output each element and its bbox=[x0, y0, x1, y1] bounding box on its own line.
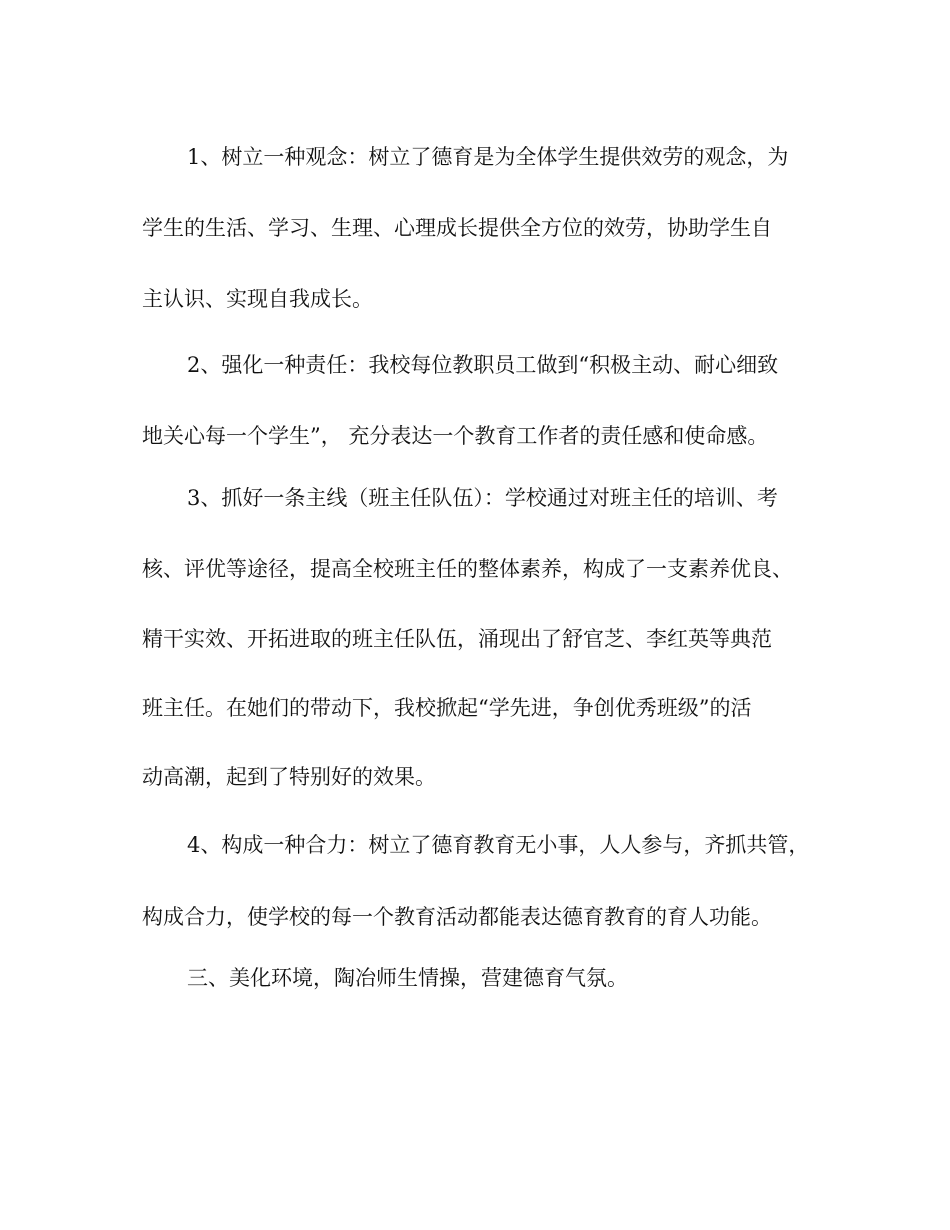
paragraph-3-line-4: 班主任。在她们的带动下，我校掀起“学先进，争创优秀班级”的活 bbox=[142, 696, 752, 720]
paragraph-3-line-2: 核、评优等途径，提高全校班主任的整体素养，构成了一支素养优良、 bbox=[142, 557, 793, 581]
paragraph-3-line-1: 3、抓好一条主线（班主任队伍）：学校通过对班主任的培训、考 bbox=[187, 486, 778, 510]
section-heading-3: 三、美化环境，陶冶师生情操，营建德育气氛。 bbox=[187, 966, 628, 990]
paragraph-3-line-5: 动高潮，起到了特别好的效果。 bbox=[142, 765, 436, 789]
paragraph-4-line-2: 构成合力，使学校的每一个教育活动都能表达德育教育的育人功能。 bbox=[142, 905, 772, 929]
paragraph-2-line-1: 2、强化一种责任：我校每位教职员工做到“积极主动、耐心细致 bbox=[187, 353, 779, 377]
paragraph-2-line-2: 地关心每一个学生”， 充分表达一个教育工作者的责任感和使命感。 bbox=[142, 424, 769, 448]
paragraph-1-line-2: 学生的生活、学习、生理、心理成长提供全方位的效劳，协助学生自 bbox=[142, 216, 772, 240]
paragraph-1-line-3: 主认识、实现自我成长。 bbox=[142, 287, 373, 311]
paragraph-3-line-3: 精干实效、开拓进取的班主任队伍，涌现出了舒官芝、李红英等典范 bbox=[142, 627, 772, 651]
paragraph-1-line-1: 1、树立一种观念：树立了德育是为全体学生提供效劳的观念，为 bbox=[187, 145, 789, 169]
paragraph-4-line-1: 4、构成一种合力：树立了德育教育无小事，人人参与，齐抓共管， bbox=[187, 833, 810, 857]
